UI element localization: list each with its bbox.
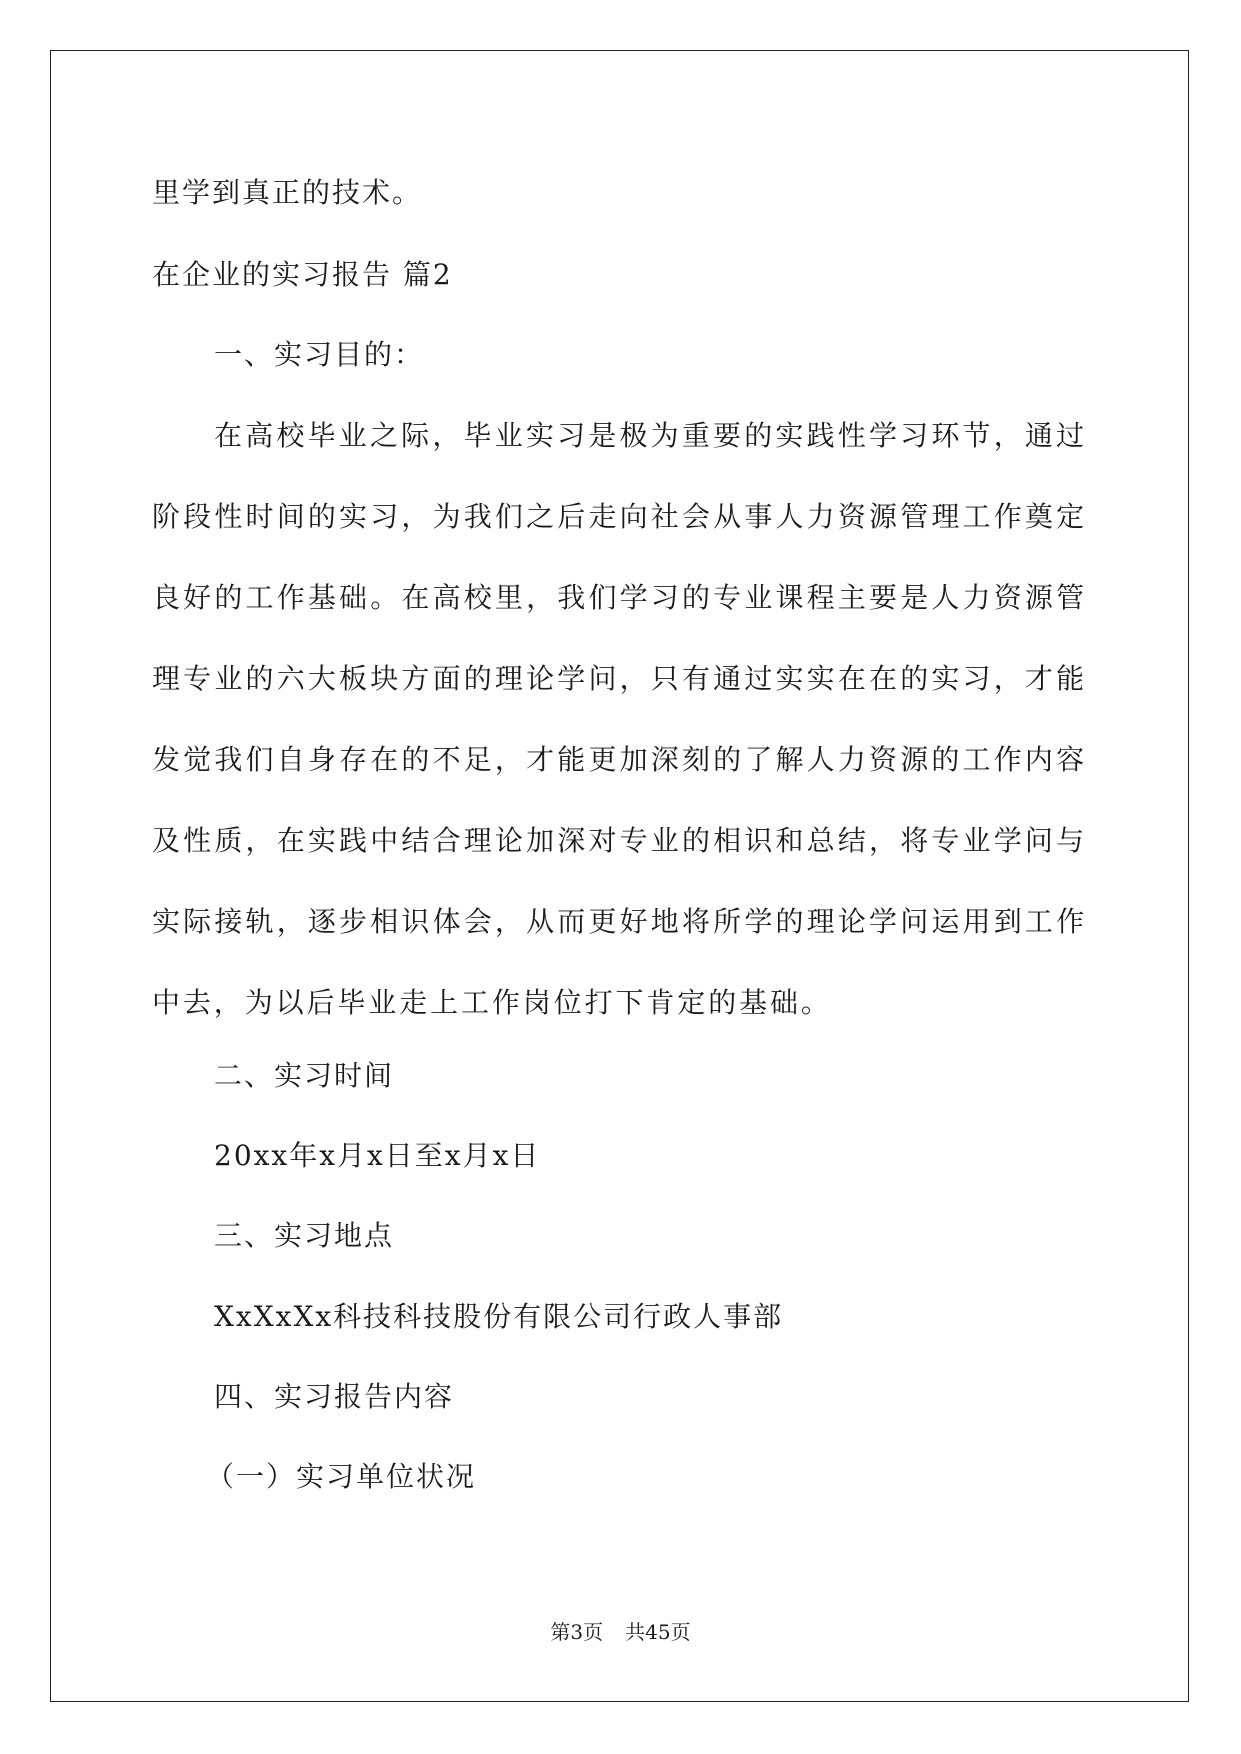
- location-value: XxXxXx科技科技股份有限公司行政人事部: [214, 1300, 784, 1333]
- heading-content: 四、实习报告内容: [214, 1380, 455, 1413]
- subheading-unit: （一）实习单位状况: [206, 1460, 477, 1493]
- text-line-carry: 里学到真正的技术。: [152, 176, 423, 209]
- heading-purpose: 一、实习目的：: [214, 338, 425, 371]
- heading-location: 三、实习地点: [214, 1219, 395, 1252]
- time-value: 20xx年x月x日至x月x日: [214, 1139, 541, 1172]
- page-number-current: 第3页: [550, 1620, 604, 1644]
- section-title: 在企业的实习报告 篇2: [152, 258, 453, 291]
- heading-time: 二、实习时间: [214, 1059, 395, 1092]
- paragraph-purpose: 在高校毕业之际，毕业实习是极为重要的实践性学习环节，通过阶段性时间的实习，为我们之后走向社会从事人力资源管理工作奠定良好的工作基础。在高校里，我们学习的专业课程主要是人力资源管理专业的六大板块方面的理论学问，只有通过实实在在的实习，才能发觉我们自身存在的不足，才能更加深刻的了解人力资源的工作内容及性质，在实践中结合理论加深对专业的相识和总结，将专业学问与实际接轨，逐步相识体会，从而更好地将所学的理论学问运用到工作中去，为以后毕业走上工作岗位打下肯定的基础。: [152, 419, 1087, 1019]
- page-number-total: 共45页: [625, 1620, 691, 1644]
- page-footer: [0, 1620, 1241, 1644]
